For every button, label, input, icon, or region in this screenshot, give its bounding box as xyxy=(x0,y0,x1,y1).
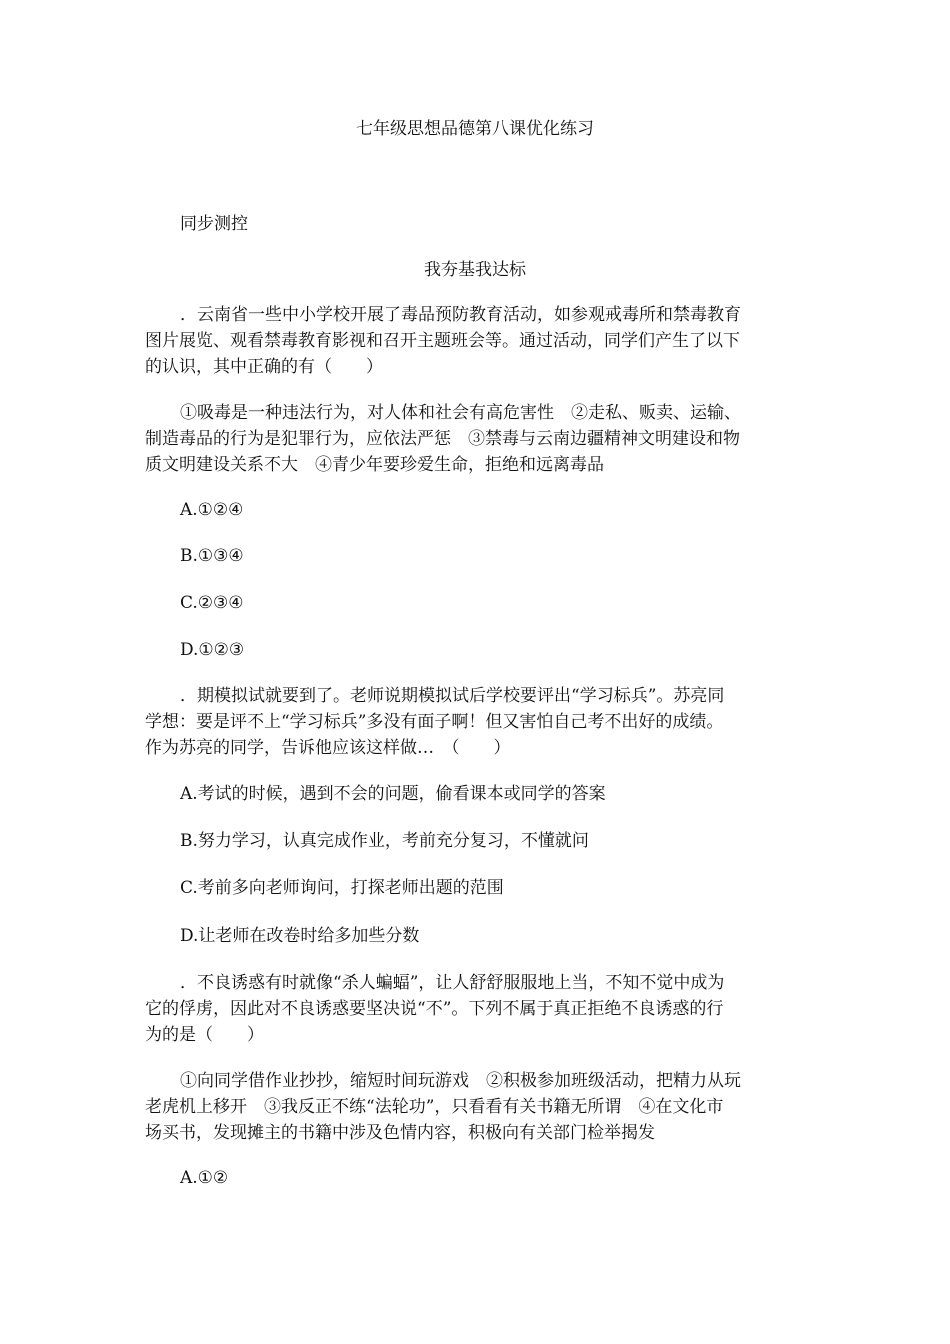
question-3-statement-line: 场买书，发现摊主的书籍中涉及色情内容，积极向有关部门检举揭发 xyxy=(145,1123,655,1143)
question-1-statement-line: ①吸毒是一种违法行为，对人体和社会有高危害性 ②走私、贩卖、运输、 xyxy=(180,403,741,423)
question-2-option-d: D.让老师在改卷时给多加些分数 xyxy=(180,926,420,946)
question-1-line: 的认识，其中正确的有（ ） xyxy=(145,357,383,377)
question-2-line: ．期模拟试就要到了。老师说期模拟试后学校要评出“学习标兵”。苏亮同 xyxy=(180,686,725,706)
question-2-stem xyxy=(145,683,810,761)
question-1-option-b: B.①③④ xyxy=(180,546,244,566)
question-1-statements xyxy=(145,400,810,478)
question-1-line: 图片展览、观看禁毒教育影视和召开主题班会等。通过活动，同学们产生了以下 xyxy=(145,331,740,351)
question-1-stem xyxy=(145,302,810,380)
question-2-line: 作为苏亮的同学，告诉他应该这样做… （ ） xyxy=(145,738,511,758)
subsection-heading: 我夯基我达标 xyxy=(424,260,526,280)
question-3-line: ．不良诱惑有时就像“杀人蝙蝠”，让人舒舒服服地上当，不知不觉中成为 xyxy=(180,973,725,993)
question-3-statements xyxy=(145,1068,810,1146)
question-1-line: ．云南省一些中小学校开展了毒品预防教育活动，如参观戒毒所和禁毒教育 xyxy=(180,305,741,325)
question-3-stem xyxy=(145,970,810,1048)
question-1-option-a: A.①②④ xyxy=(180,500,244,520)
question-3-line: 为的是（ ） xyxy=(145,1025,264,1045)
question-2-option-a: A.考试的时候，遇到不会的问题，偷看课本或同学的答案 xyxy=(180,784,606,804)
question-3-statement-line: 老虎机上移开 ③我反正不练“法轮功”，只看看有关书籍无所谓 ④在文化市 xyxy=(145,1097,724,1117)
question-2-option-b: B.努力学习，认真完成作业，考前充分复习，不懂就问 xyxy=(180,831,589,851)
document-title: 七年级思想品德第八课优化练习 xyxy=(356,119,594,139)
question-3-statement-line: ①向同学借作业抄抄，缩短时间玩游戏 ②积极参加班级活动，把精力从玩 xyxy=(180,1071,741,1091)
question-3-line: 它的俘虏，因此对不良诱惑要坚决说“不”。下列不属于真正拒绝不良诱惑的行 xyxy=(145,999,724,1019)
question-1-statement-line: 质文明建设关系不大 ④青少年要珍爱生命，拒绝和远离毒品 xyxy=(145,455,604,475)
question-2-option-c: C.考前多向老师询问，打探老师出题的范围 xyxy=(180,878,504,898)
question-1-option-d: D.①②③ xyxy=(180,640,245,660)
question-1-option-c: C.②③④ xyxy=(180,593,244,613)
question-3-option-a: A.①② xyxy=(180,1168,229,1188)
question-2-line: 学想：要是评不上“学习标兵”多没有面子啊！但又害怕自己考不出好的成绩。 xyxy=(145,712,724,732)
question-1-statement-line: 制造毒品的行为是犯罪行为，应依法严惩 ③禁毒与云南边疆精神文明建设和物 xyxy=(145,429,740,449)
section-heading: 同步测控 xyxy=(180,214,248,234)
